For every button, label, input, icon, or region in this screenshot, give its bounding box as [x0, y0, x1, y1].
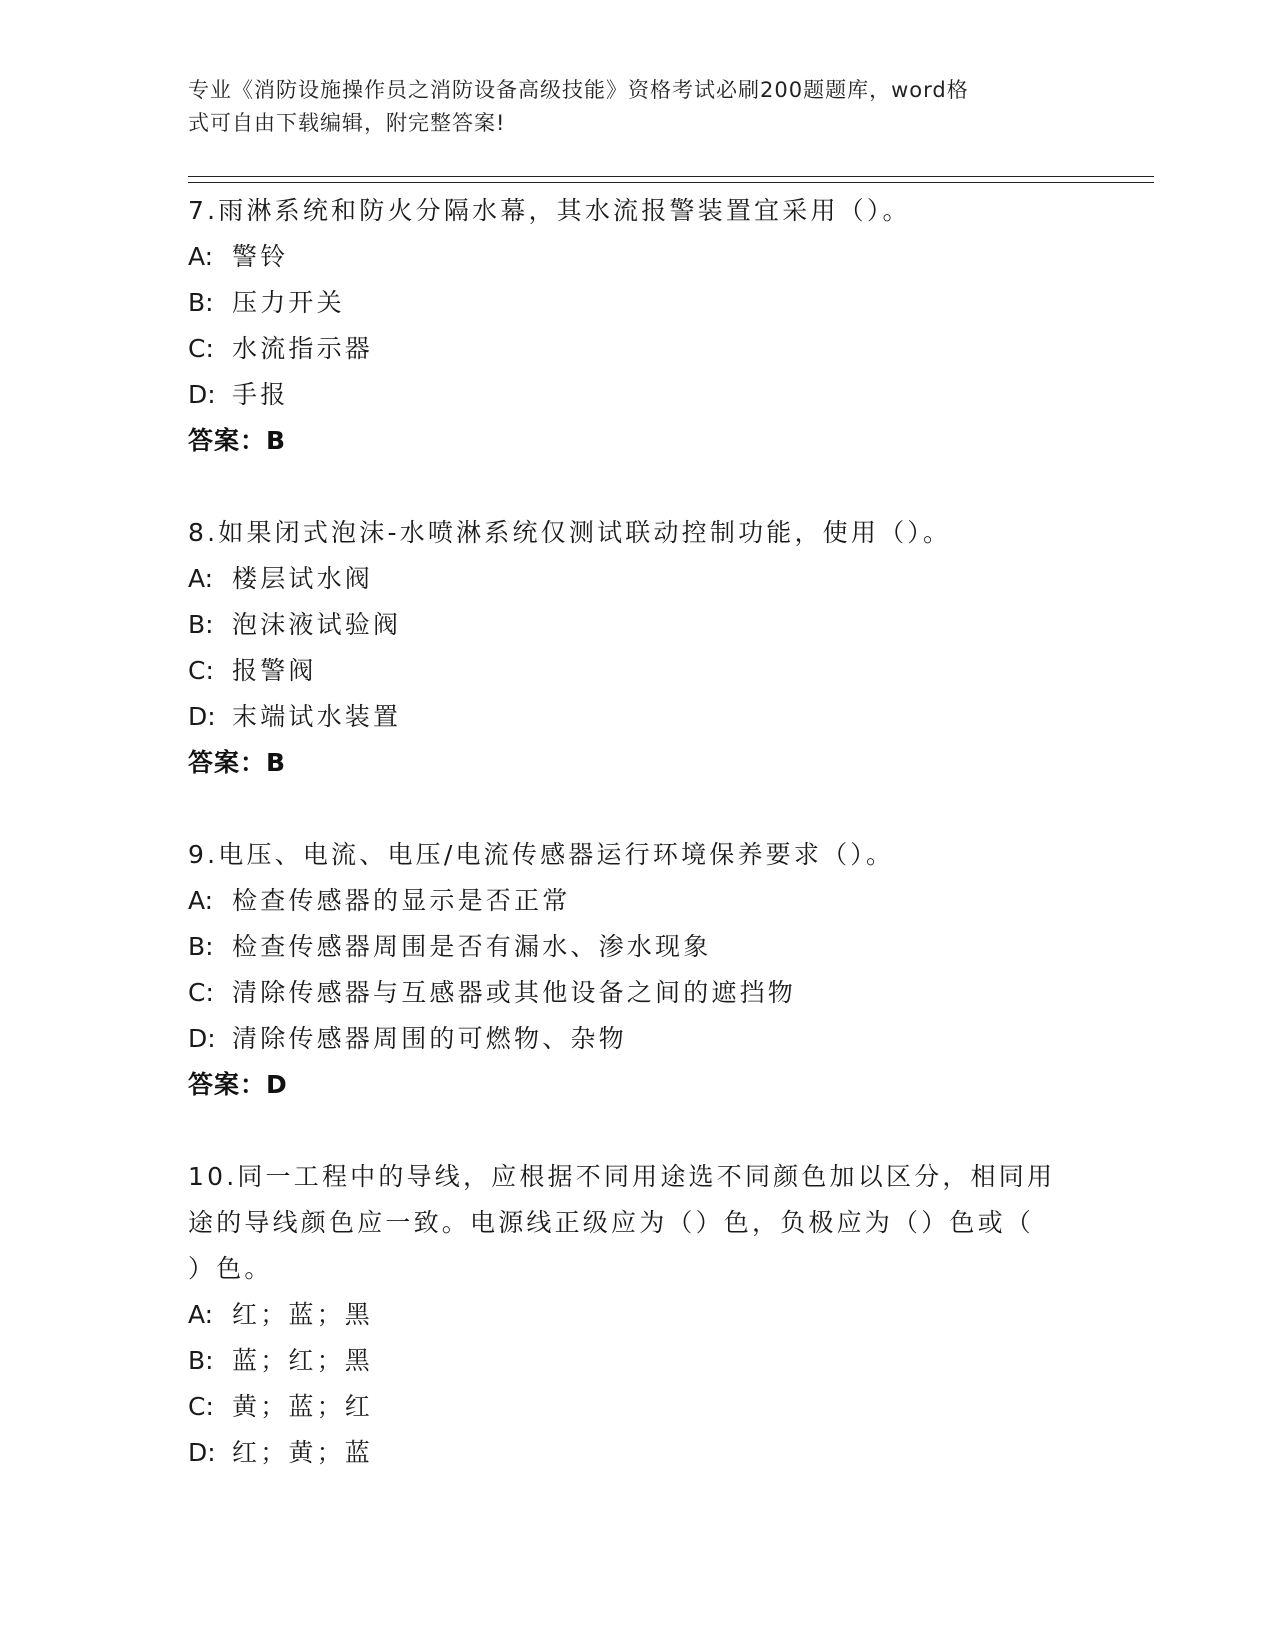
option-text: 报警阀 — [232, 656, 317, 685]
option-b — [188, 602, 1088, 648]
option-text: 清除传感器与互感器或其他设备之间的遮挡物 — [232, 978, 797, 1007]
option-letter: D: — [188, 380, 216, 409]
option-b — [188, 1338, 1088, 1384]
option-text: 清除传感器周围的可燃物、杂物 — [232, 1024, 627, 1053]
question-text: 9.电压、电流、电压/电流传感器运行环境保养要求（）。 — [188, 840, 895, 869]
answer-label: 答案：D — [188, 1070, 288, 1099]
question-8 — [188, 510, 1088, 786]
question-text-line-2: 途的导线颜色应一致。电源线正级应为（）色，负极应为（）色或（ — [188, 1208, 1035, 1237]
option-d — [188, 372, 1088, 418]
option-letter: D: — [188, 1438, 216, 1467]
option-letter: C: — [188, 334, 214, 363]
option-text: 泡沫液试验阀 — [232, 610, 402, 639]
option-text: 手报 — [232, 380, 289, 409]
option-a — [188, 1292, 1088, 1338]
option-text: 黄；蓝；红 — [232, 1392, 374, 1421]
option-letter: D: — [188, 702, 216, 731]
option-letter: C: — [188, 1392, 214, 1421]
option-a — [188, 234, 1088, 280]
header-line-1: 专业《消防设施操作员之消防设备高级技能》资格考试必刷200题题库，word格 — [188, 78, 969, 102]
option-letter: A: — [188, 886, 214, 915]
question-text: 8.如果闭式泡沫-水喷淋系统仅测试联动控制功能，使用（）。 — [188, 518, 952, 547]
option-text: 末端试水装置 — [232, 702, 402, 731]
option-c — [188, 648, 1088, 694]
option-letter: B: — [188, 932, 214, 961]
option-c — [188, 326, 1088, 372]
document-header — [188, 74, 1068, 140]
answer-label: 答案：B — [188, 748, 287, 777]
option-b — [188, 924, 1088, 970]
question-spacer — [188, 786, 1088, 832]
option-letter: B: — [188, 1346, 214, 1375]
option-a — [188, 556, 1088, 602]
question-list — [188, 188, 1088, 1476]
option-b — [188, 280, 1088, 326]
option-text: 红；黄；蓝 — [232, 1438, 374, 1467]
option-letter: B: — [188, 288, 214, 317]
header-divider-top — [188, 176, 1154, 177]
question-spacer — [188, 1108, 1088, 1154]
option-letter: A: — [188, 564, 214, 593]
option-a — [188, 878, 1088, 924]
option-d — [188, 694, 1088, 740]
question-9 — [188, 832, 1088, 1108]
header-divider-bottom — [188, 182, 1154, 183]
option-letter: C: — [188, 978, 214, 1007]
option-text: 警铃 — [232, 242, 289, 271]
option-c — [188, 970, 1088, 1016]
answer-label: 答案：B — [188, 426, 287, 455]
option-text: 楼层试水阀 — [232, 564, 374, 593]
header-line-2: 式可自由下载编辑，附完整答案! — [188, 111, 506, 135]
question-text: 7.雨淋系统和防火分隔水幕，其水流报警装置宜采用（）。 — [188, 196, 911, 225]
option-d — [188, 1016, 1088, 1062]
option-text: 检查传感器的显示是否正常 — [232, 886, 571, 915]
option-text: 红；蓝；黑 — [232, 1300, 374, 1329]
option-text: 压力开关 — [232, 288, 345, 317]
option-letter: A: — [188, 242, 214, 271]
option-c — [188, 1384, 1088, 1430]
option-letter: C: — [188, 656, 214, 685]
option-text: 检查传感器周围是否有漏水、渗水现象 — [232, 932, 712, 961]
question-10 — [188, 1154, 1088, 1476]
option-letter: B: — [188, 610, 214, 639]
option-text: 水流指示器 — [232, 334, 374, 363]
option-text: 蓝；红；黑 — [232, 1346, 374, 1375]
question-text-line-1: 10.同一工程中的导线，应根据不同用途选不同颜色加以区分，相同用 — [188, 1162, 1056, 1191]
question-spacer — [188, 464, 1088, 510]
question-text-line-3: ）色。 — [188, 1254, 273, 1283]
option-d — [188, 1430, 1088, 1476]
question-7 — [188, 188, 1088, 464]
option-letter: D: — [188, 1024, 216, 1053]
option-letter: A: — [188, 1300, 214, 1329]
